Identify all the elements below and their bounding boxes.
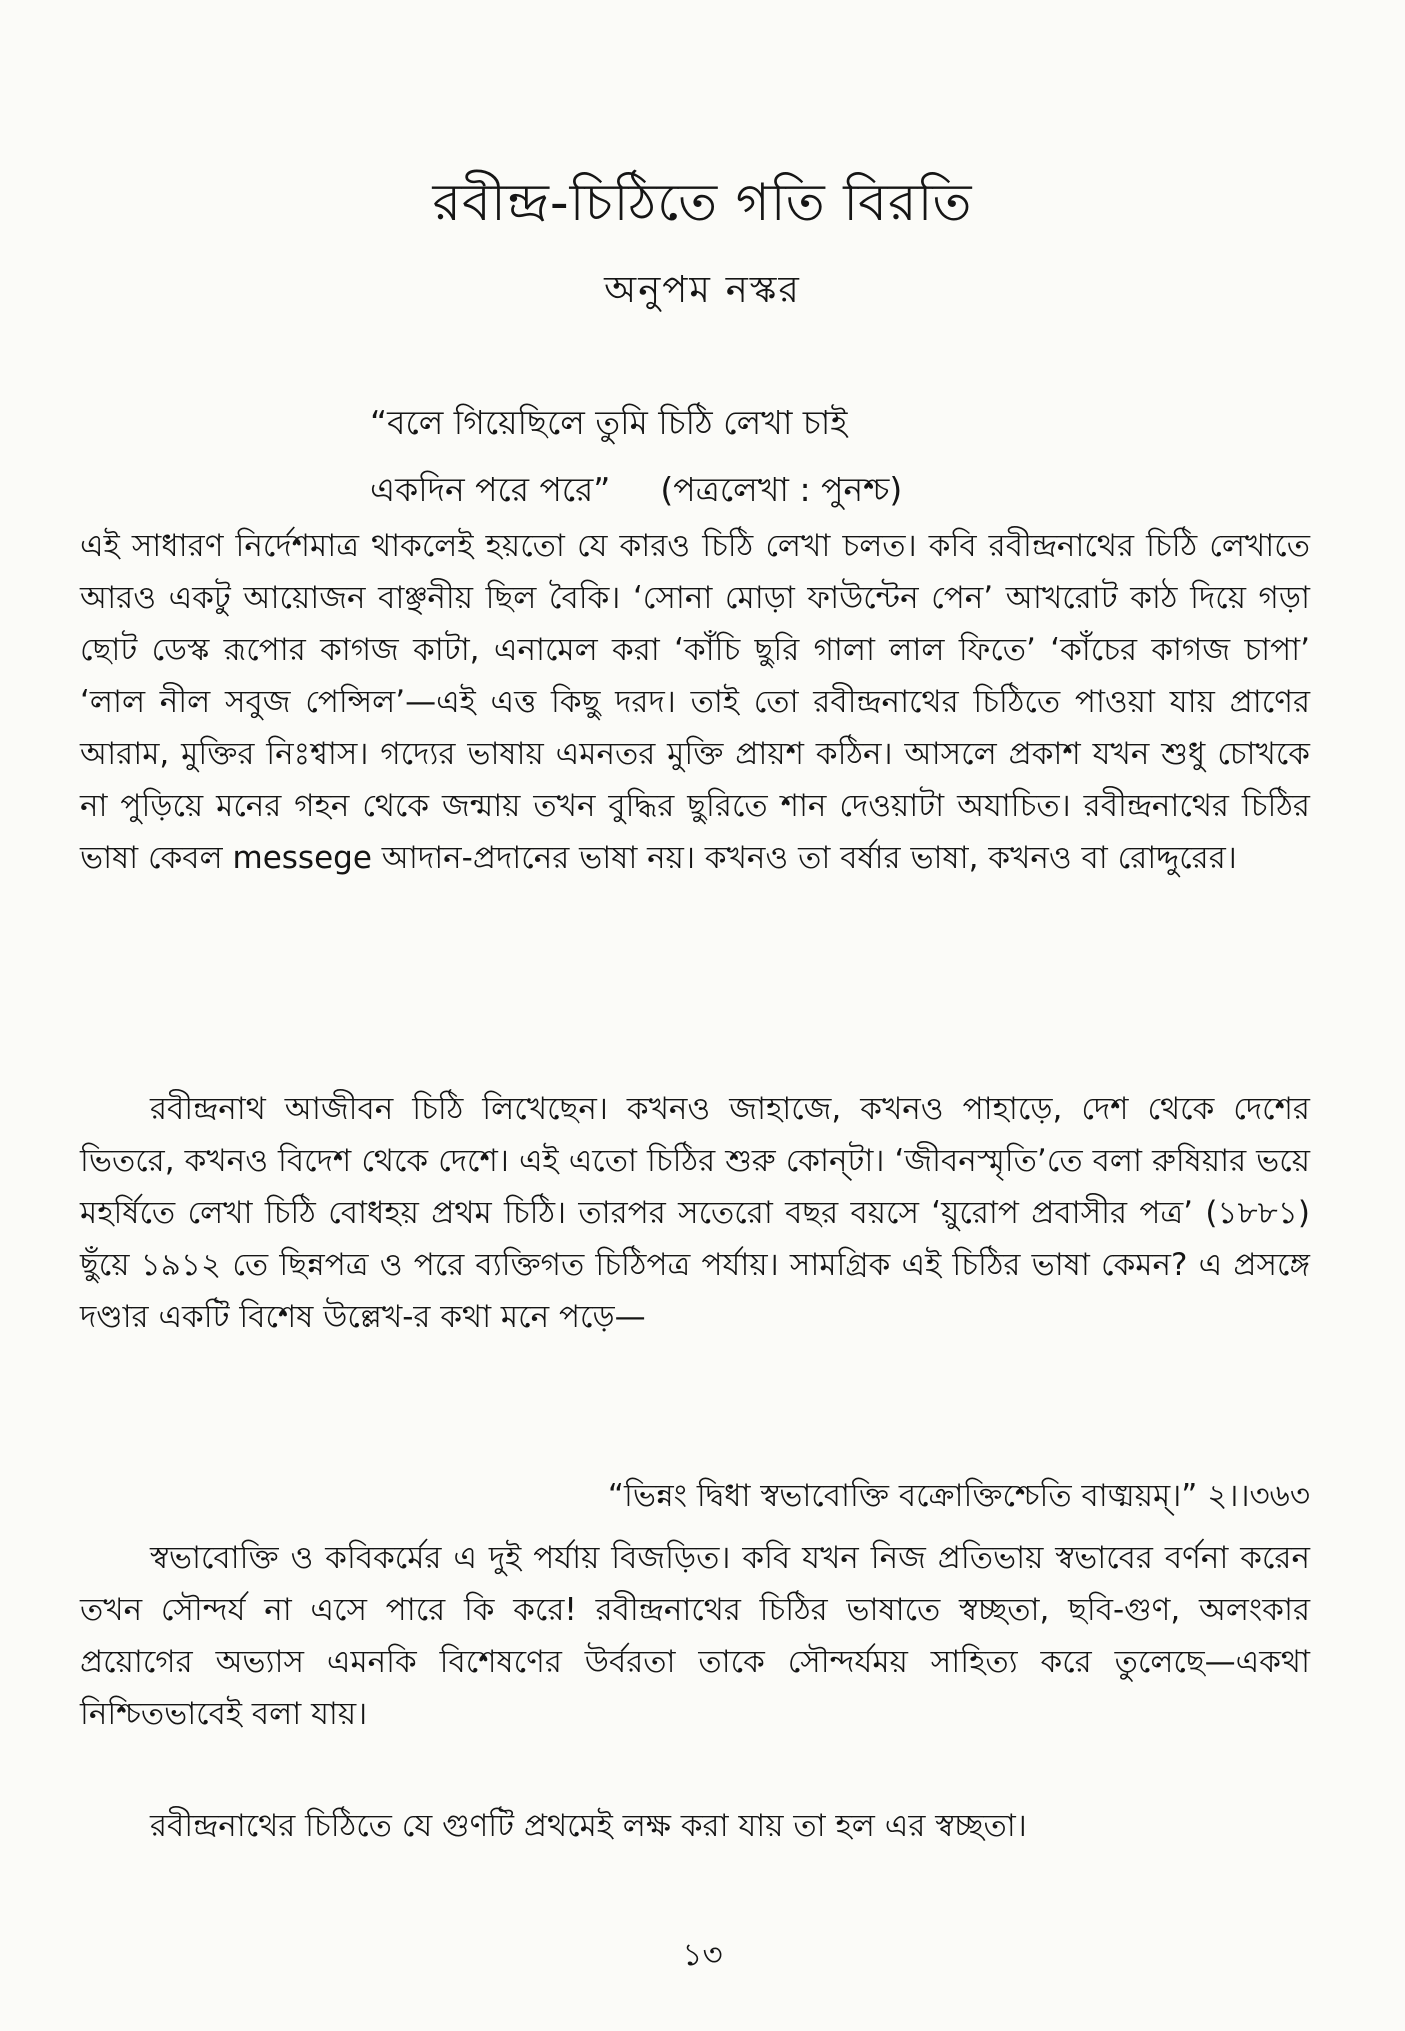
paragraph-1: এই সাধারণ নির্দেশমাত্র থাকলেই হয়তো যে কারও চিঠি লেখা চলত। কবি রবীন্দ্রনাথের চিঠি লেখাতে আরও একটু আয়োজন বাঞ্ছনীয় ছিল বৈকি। ‘সোনা মোড়া ফাউন্টেন পেন’ আখরোট কাঠ দিয়ে গড়া ছোট ডেস্ক রূপোর কাগজ কাটা, এনামেল করা ‘কাঁচি ছুরি গালা লাল ফিতে’ ‘কাঁচের কাগজ চাপা’ ‘লাল নীল সবুজ পেন্সিল’—এই এত্ত কিছু দরদ। তাই তো রবীন্দ্রনাথের চিঠিতে পাওয়া যায় প্রাণের আরাম, মুক্তির নিঃশ্বাস। গদ্যের ভাষায় এমনতর মুক্তি প্রায়শ কঠিন। আসলে প্রকাশ যখন শুধু চোখকে না পুড়িয়ে মনের গহন থেকে জন্মায় তখন বুদ্ধির ছুরিতে শান দেওয়াটা অযাচিত। রবীন্দ্রনাথের চিঠির ভাষা কেবল messege আদান-প্রদানের ভাষা নয়। কখনও তা বর্ষার ভাষা, কখনও বা রোদ্দুরের। bbox=[80, 528, 1310, 876]
paragraph-2: রবীন্দ্রনাথ আজীবন চিঠি লিখেছেন। কখনও জাহাজে, কখনও পাহাড়ে, দেশ থেকে দেশের ভিতরে, কখনও বিদেশ থেকে দেশে। এই এতো চিঠির শুরু কোন্‌টা। ‘জীবনস্মৃতি’তে বলা রুষিয়ার ভয়ে মহর্ষিতে লেখা চিঠি বোধহয় প্রথম চিঠি। তারপর সতেরো বছর বয়সে ‘য়ুরোপ প্রবাসীর পত্র’ (১৮৮১) ছুঁয়ে ১৯১২ তে ছিন্নপত্র ও পরে ব্যক্তিগত চিঠিপত্র পর্যায়। সামগ্রিক এই চিঠির ভাষা কেমন? এ প্রসঙ্গে দণ্ডার একটি বিশেষ উল্লেখ-র কথা মনে পড়ে— bbox=[80, 1091, 1310, 1335]
paragraph-4: রবীন্দ্রনাথের চিঠিতে যে গুণটি প্রথমেই লক্ষ করা যায় তা হল এর স্বচ্ছতা। bbox=[150, 1808, 1027, 1844]
page-number: ১৩ bbox=[682, 1937, 723, 1973]
epigraph-line-1: “বলে গিয়েছিলে তুমি চিঠি লেখা চাই bbox=[370, 403, 848, 442]
author-name: অনুপম নস্কর bbox=[604, 268, 801, 311]
paragraph-3: স্বভাবোক্তি ও কবিকর্মের এ দুই পর্যায় বিজড়িত। কবি যখন নিজ প্রতিভায় স্বভাবের বর্ণনা করেন তখন সৌন্দর্য না এসে পারে কি করে! রবীন্দ্রনাথের চিঠির ভাষাতে স্বচ্ছতা, ছবি-গুণ, অলংকার প্রয়োগের অভ্যাস এমনকি বিশেষণের উর্বরতা তাকে সৌন্দর্যময় সাহিত্য করে তুলেছে—একথা নিশ্চিতভাবেই বলা যায়। bbox=[80, 1540, 1310, 1732]
article-title: রবীন্দ্র-চিঠিতে গতি বিরতি bbox=[432, 173, 973, 233]
sanskrit-quote: “ভিন্নং দ্বিধা স্বভাবোক্তি বক্রোক্তিশ্চেতি বাঙ্ময়ম্।” ২।।৩৬৩ bbox=[607, 1478, 1310, 1514]
epigraph-text: একদিন পরে পরে” bbox=[370, 470, 611, 509]
epigraph-source: (পত্রলেখা : পুনশ্চ) bbox=[660, 470, 903, 509]
epigraph-line-2 bbox=[370, 465, 1170, 515]
